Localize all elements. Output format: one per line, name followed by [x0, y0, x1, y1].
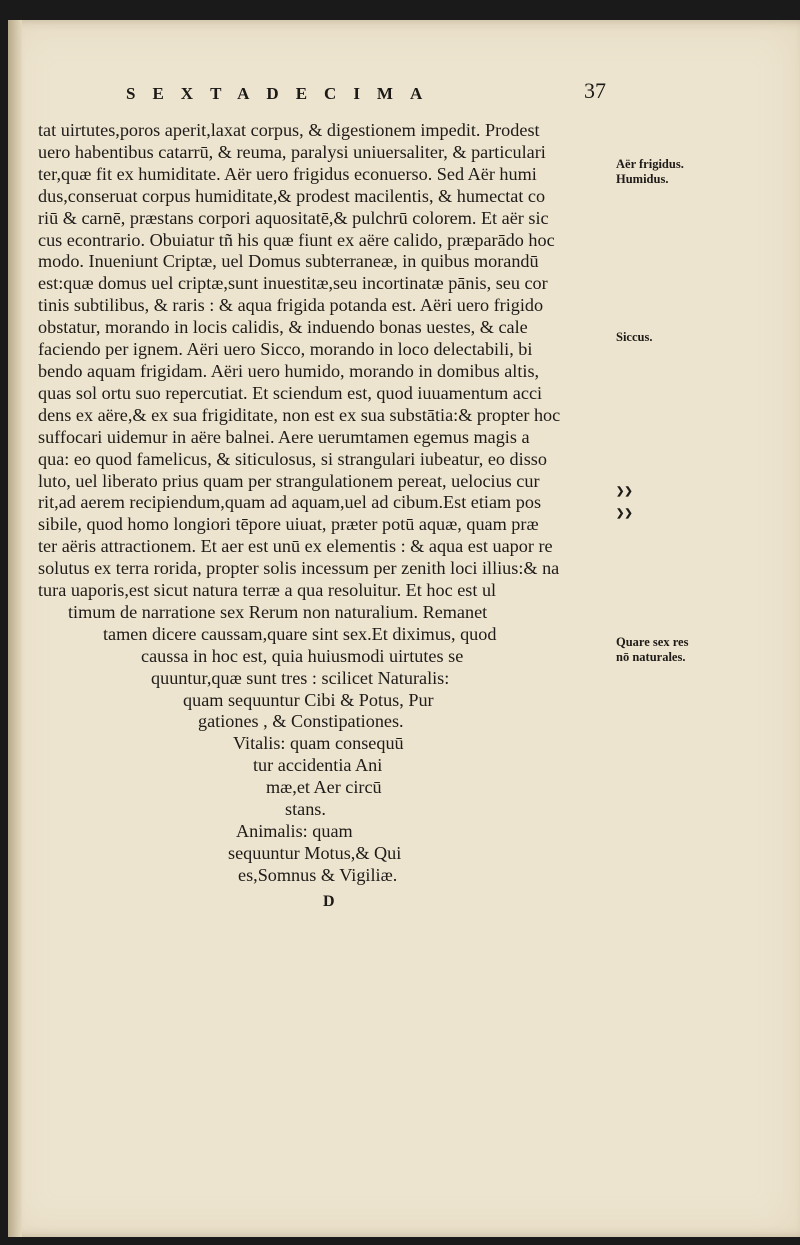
marginal-note-quare: [616, 635, 688, 665]
text-line: quas sol ortu suo repercutiat. Et sciendum est, quod iuuamentum acci: [38, 382, 543, 403]
text-line: gationes , & Constipationes.: [198, 711, 404, 732]
text-line: mæ,et Aer circū: [266, 777, 382, 798]
text-line: cus econtrario. Obuiatur tñ his quæ fiunt ex aëre calido, præparādo hoc: [38, 229, 555, 250]
marginal-quote-mark: [616, 484, 633, 499]
page-number: 37: [584, 78, 606, 103]
running-head: [126, 78, 606, 118]
page-binding-shadow: [8, 20, 22, 1237]
text-line: quam sequuntur Cibi & Potus, Pur: [183, 689, 434, 710]
text-line: tura uaporis,est sicut natura terræ a qua resoluitur. Et hoc est ul: [38, 580, 497, 601]
text-line: es,Somnus & Vigiliæ.: [238, 864, 398, 885]
running-head-title: SEXTADECIMA: [126, 84, 440, 103]
signature-mark: D: [323, 892, 335, 910]
text-line: ter aëris attractionem. Et aer est unū ex elementis : & aqua est uapor re: [38, 536, 553, 557]
text-line: tinis subtilibus, & raris : & aqua frigida potanda est. Aëri uero frigido: [38, 295, 544, 316]
main-text-block: [38, 120, 608, 913]
text-line: est:quæ domus uel criptæ,sunt inuestitæ,seu incortinatæ pānis, seu cor: [38, 273, 548, 294]
marginal-line: ❯❯: [616, 486, 633, 497]
text-line: sibile, quod homo longiori tēpore uiuat, præter potū aquæ, quam præ: [38, 514, 539, 535]
book-page: [8, 20, 800, 1237]
text-line: quuntur,quæ sunt tres : scilicet Naturalis:: [151, 667, 450, 688]
text-line: suffocari uidemur in aëre balnei. Aere uerumtamen egemus magis a: [38, 426, 530, 447]
text-line: bendo aquam frigidam. Aëri uero humido, morando in domibus altis,: [38, 360, 540, 381]
text-line: solutus ex terra rorida, propter solis incessum per zenith loci illius:& na: [38, 558, 560, 579]
text-line: tur accidentia Ani: [253, 755, 383, 776]
text-line: stans.: [285, 799, 326, 820]
text-line: qua: eo quod famelicus, & siticulosus, si strangulari iubeatur, eo disso: [38, 448, 547, 469]
text-line: timum de narratione sex Rerum non naturalium. Remanet: [68, 601, 488, 622]
text-line: Animalis: quam: [236, 821, 353, 841]
marginal-line: Siccus.: [616, 330, 653, 344]
marginal-line: ❯❯: [616, 508, 633, 519]
text-line: dens ex aëre,& ex sua frigiditate, non est ex sua substātia:& propter hoc: [38, 404, 561, 425]
text-line: rit,ad aerem recipiendum,quam ad aquam,uel ad cibum.Est etiam pos: [38, 492, 542, 513]
text-line: tat uirtutes,poros aperit,laxat corpus, & digestionem impedit. Prodest: [38, 120, 540, 140]
text-line: ter,quæ fit ex humiditate. Aër uero frigidus econuerso. Sed Aër humi: [38, 163, 537, 184]
marginal-line: Humidus.: [616, 172, 669, 186]
text-line: Vitalis: quam consequū: [233, 733, 404, 754]
marginal-line: nō naturales.: [616, 650, 686, 664]
text-line: uero habentibus catarrū, & reuma, paralysi uniuersaliter, & particulari: [38, 141, 546, 162]
text-line: modo. Inueniunt Criptæ, uel Domus subterraneæ, in quibus morandū: [38, 251, 539, 272]
text-line: caussa in hoc est, quia huiusmodi uirtutes se: [141, 645, 464, 666]
text-line: luto, uel liberato prius quam per strangulationem pereat, uelocius cur: [38, 470, 540, 491]
text-line: sequuntur Motus,& Qui: [228, 842, 402, 863]
text-line: riū & carnē, præstans corpori aquositatē,& pulchrū colorem. Et aër sic: [38, 207, 549, 228]
text-line: faciendo per ignem. Aëri uero Sicco, morando in loco delectabili, bi: [38, 339, 533, 360]
marginal-note-siccus: [616, 330, 652, 345]
marginal-note-aer: [616, 157, 684, 187]
marginal-line: Quare sex res: [616, 635, 689, 649]
text-line: tamen dicere caussam,quare sint sex.Et diximus, quod: [103, 623, 497, 644]
text-line: obstatur, morando in locis calidis, & induendo bonas uestes, & cale: [38, 317, 528, 338]
marginal-quote-mark: [616, 506, 633, 521]
text-line: dus,conseruat corpus humiditate,& prodest macilentis, & humectat co: [38, 185, 546, 206]
marginal-line: Aër frigidus.: [616, 157, 684, 171]
